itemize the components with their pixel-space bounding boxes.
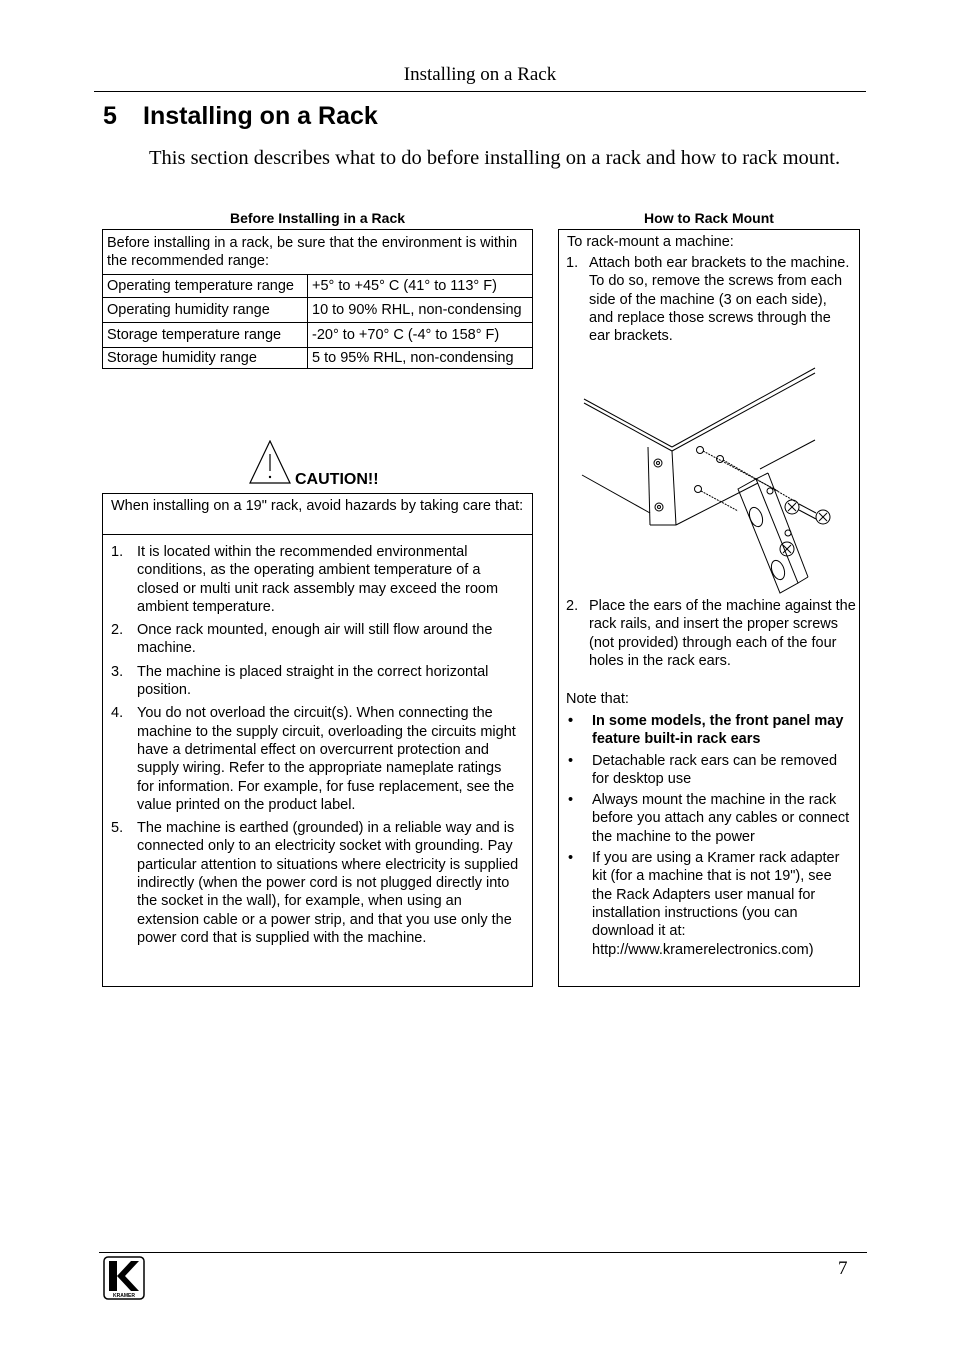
table-cell-value: 5 to 95% RHL, non-condensing [308, 348, 533, 369]
bullet-icon: • [568, 752, 574, 769]
list-item-number: 4. [111, 705, 124, 722]
bullet-text: If you are using a Kramer rack adapter kit (for a machine that is not 19"), see the Rack Adapters user manual for installation instructions (you can download it at: http://www.kramerelectronics.com) [592, 850, 840, 958]
bullet-text: Always mount the machine in the rack before you attach any cables or connect the machine to the power [592, 792, 850, 845]
list-item-number: 2. [111, 622, 124, 639]
rack-step-1 [566, 254, 851, 345]
table-row [103, 348, 533, 369]
list-item-text: The machine is placed straight in the correct horizontal position. [137, 663, 489, 699]
table-cell-value: -20° to +70° C (-4° to 158° F) [308, 323, 533, 348]
list-item [111, 704, 521, 814]
table-row [103, 298, 533, 323]
list-item-number: 3. [111, 663, 124, 680]
rack-mount-lead: To rack-mount a machine: [567, 234, 734, 250]
bullet-text: In some models, the front panel may feature built-in rack ears [592, 713, 844, 748]
table-row [103, 275, 533, 298]
list-item [111, 621, 521, 658]
list-item-text: The machine is earthed (grounded) in a reliable way and is connected only to an electricity socket with grounding. Pay particular attention to situations where electricity is supplied indirectly (when the power cord is not plugged directly into the socket in the wall), for example, when using an extension cable or a power strip, and that you use only the power cord that is supplied with the machine. [137, 820, 519, 946]
section-number: 5 [103, 102, 117, 130]
list-item-text: It is located within the recommended environmental conditions, as the operating ambient temperature of a closed or multi unit rack assembly may exceed the room ambient temperature. [137, 544, 499, 615]
bullet-icon: • [568, 713, 574, 729]
page-number: 7 [838, 1258, 848, 1279]
running-header: Installing on a Rack [403, 64, 557, 85]
list-item [566, 849, 850, 959]
section-title-text: Installing on a Rack [143, 102, 378, 130]
caution-box [102, 493, 533, 987]
list-item-number: 5. [111, 820, 124, 837]
table-cell-label: Operating temperature range [103, 275, 308, 298]
section-title [103, 102, 378, 131]
caution-label: CAUTION!! [295, 471, 379, 488]
list-item-text: Once rack mounted, enough air will still flow around the machine. [137, 622, 493, 657]
header-rule [94, 91, 866, 92]
table-row [103, 323, 533, 348]
rack-mount-heading: How to Rack Mount [644, 210, 774, 226]
list-item [111, 543, 521, 616]
table-cell-value: +5° to +45° C (41° to 113° F) [308, 275, 533, 298]
before-installing-heading: Before Installing in a Rack [229, 210, 406, 226]
rack-step-2 [566, 597, 857, 670]
list-item [111, 663, 521, 700]
step-number: 1. [566, 255, 579, 271]
note-bullets [566, 712, 850, 962]
caution-list [111, 543, 521, 952]
rack-ear-bracket-drawing [580, 365, 842, 595]
table-cell-label: Storage temperature range [103, 323, 308, 348]
environment-table [102, 229, 533, 369]
step-text: Place the ears of the machine against the rack rails, and insert the proper screws (not provided) through each of the four holes in the rack ears. [589, 598, 856, 669]
list-item [566, 752, 850, 789]
footer-rule [99, 1252, 867, 1253]
rack-mount-box [558, 229, 860, 987]
bullet-icon: • [568, 850, 574, 867]
table-cell-value: 10 to 90% RHL, non-condensing [308, 298, 533, 323]
table-cell-label: Operating humidity range [103, 298, 308, 323]
step-number: 2. [566, 598, 579, 614]
step-text: Attach both ear brackets to the machine. To do so, remove the screws from each side of the machine (3 on each side), and replace those screws through the ear brackets. [589, 255, 850, 345]
table-cell-label: Storage humidity range [103, 348, 308, 369]
kramer-logo [103, 1256, 145, 1300]
list-item [566, 791, 850, 846]
bullet-icon: • [568, 792, 574, 809]
note-label: Note that: [566, 691, 629, 707]
section-intro: This section describes what to do before installing on a rack and how to rack mount. [149, 147, 841, 169]
list-item [111, 819, 521, 947]
warning-triangle-icon [249, 440, 291, 484]
list-item-number: 1. [111, 544, 124, 560]
logo-text: KRAMER [113, 1293, 135, 1299]
list-item-text: You do not overload the circuit(s). When connecting the machine to the supply circuit, overloading the circuits might have a detrimental effect on overcurrent protection and supply wiring. Refer to the appropriate nameplate ratings for information. For example, for fuse replacement, see the value printed on the product label. [137, 705, 516, 813]
list-item [566, 712, 850, 749]
bullet-text: Detachable rack ears can be removed for desktop use [592, 752, 838, 787]
environment-table-lead: Before installing in a rack, be sure that the environment is within the recommended range: [103, 230, 533, 275]
caution-lead: When installing on a 19" rack, avoid hazards by taking care that: [103, 494, 532, 535]
